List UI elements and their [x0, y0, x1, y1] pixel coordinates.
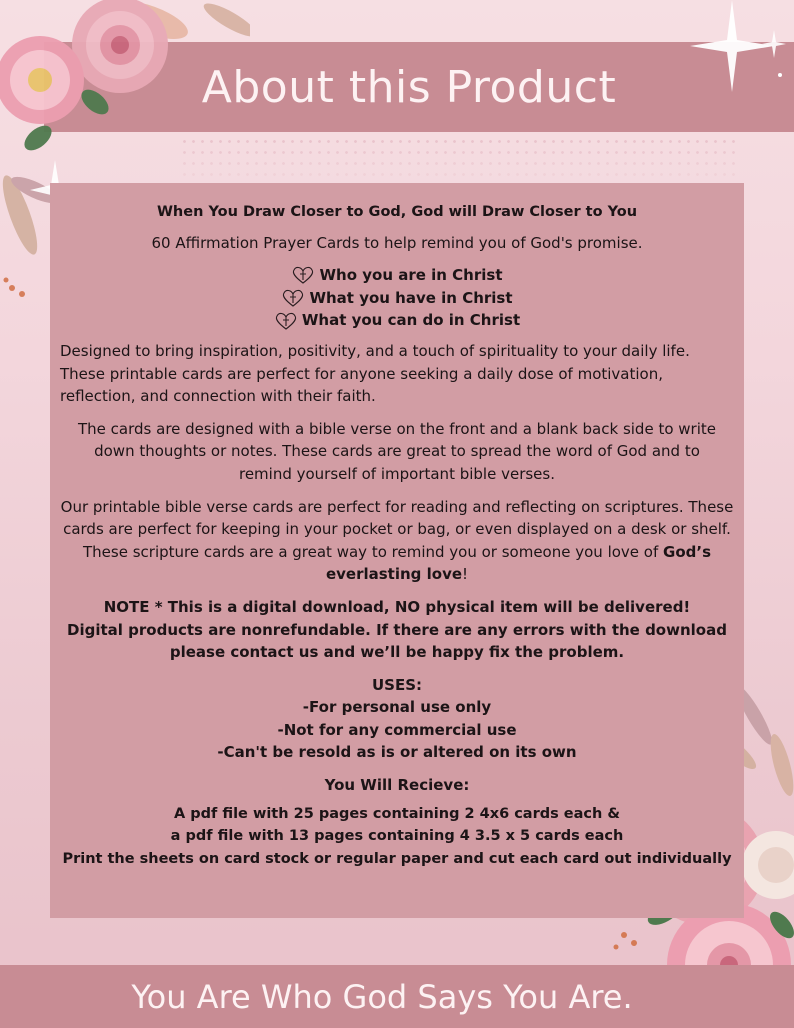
scripture-emphasis: God’s everlasting love: [325, 542, 711, 584]
scripture-paragraph: [58, 496, 736, 586]
heart-cross-icon: [274, 311, 298, 331]
heart-list-item: [58, 264, 736, 287]
note-line: please contact us and we’ll be happy fix the problem.: [169, 643, 625, 662]
cards-paragraph: The cards are designed with a bible verse on the front and a blank back side to write down thoughts or notes. These cards are great to spread the word of God and to remind yourself of important bible verses.: [78, 419, 716, 483]
heart-item-label: What you have in Christ: [309, 288, 513, 307]
description-paragraph: Designed to bring inspiration, positivity, and a touch of spirituality to your daily life. These printable cards are perfect for anyone seeking a daily dose of motivation, reflection, and connection with their faith.: [60, 341, 690, 406]
download-note: [58, 596, 736, 664]
receive-line: a pdf file with 13 pages containing 4 3.5 x 5 cards each: [170, 828, 624, 845]
heart-list: [58, 264, 736, 332]
intro-text: 60 Affirmation Prayer Cards to help remind you of God's promise.: [151, 233, 643, 252]
receive-section: [58, 803, 736, 871]
receive-heading: You Will Recieve:: [324, 776, 470, 795]
heart-list-item: [58, 287, 736, 310]
product-description-box: [50, 183, 744, 918]
heart-item-label: What you can do in Christ: [301, 311, 521, 330]
headline: When You Draw Closer to God, God will Draw Closer to You: [156, 204, 638, 220]
uses-heading: USES:: [371, 675, 423, 694]
scripture-end: !: [462, 565, 469, 584]
heart-list-item: [58, 309, 736, 332]
uses-section: [58, 674, 736, 764]
uses-line: -Not for any commercial use: [277, 720, 517, 739]
receive-line: Print the sheets on card stock or regular paper and cut each card out individually: [62, 850, 732, 867]
scripture-text: Our printable bible verse cards are perfect for reading and reflecting on scriptures. These cards are perfect for keeping in your pocket or bag, or even displayed on a desk or shelf. These scripture cards are a great way to remind you or someone you love of: [60, 497, 734, 561]
sparkle-icon-top-right: [690, 0, 794, 110]
note-line: NOTE * This is a digital download, NO physical item will be delivered!: [103, 597, 691, 616]
footer-tagline: You Are Who God Says You Are.: [131, 977, 633, 1016]
uses-line: -For personal use only: [302, 698, 492, 717]
page-title: About this Product: [201, 61, 617, 113]
receive-line: A pdf file with 25 pages containing 2 4x6 cards each &: [173, 805, 621, 822]
footer-banner: [0, 965, 794, 1028]
uses-line: -Can't be resold as is or altered on its own: [217, 743, 577, 762]
heart-cross-icon: [281, 288, 305, 308]
heart-cross-icon: [291, 265, 315, 285]
heart-item-label: Who you are in Christ: [319, 266, 503, 285]
note-line: Digital products are nonrefundable. If there are any errors with the download: [67, 620, 727, 639]
